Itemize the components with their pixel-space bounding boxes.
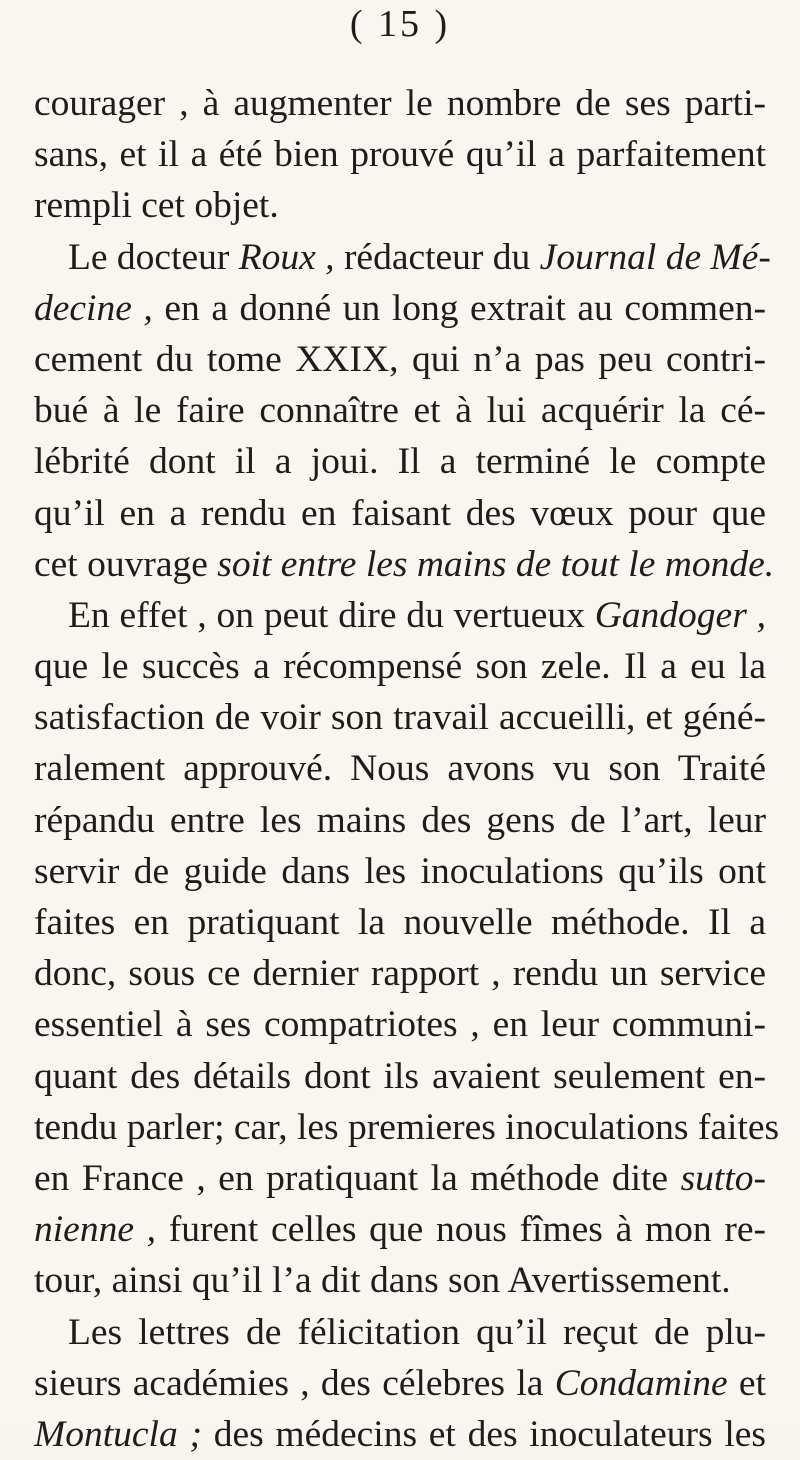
italic-text: Gandoger , [595, 595, 766, 636]
text-line: sieurs académies , des célebres la Condamine et [34, 1358, 766, 1409]
text-line: rempli cet objet. [34, 180, 766, 231]
paragraph [34, 78, 766, 232]
text-line: Les lettres de félicitation qu’il reçut de plu- [34, 1307, 766, 1358]
italic-text: sutto- [681, 1158, 766, 1199]
text-line: donc, sous ce dernier rapport , rendu un service [34, 948, 766, 999]
text-line: en France , en pratiquant la méthode dite sutto- [34, 1153, 766, 1204]
text-line: En effet , on peut dire du vertueux Gandoger , [34, 590, 766, 641]
text-line: satisfaction de voir son travail accueilli, et géné- [34, 692, 766, 743]
text-line: que le succès a récompensé son zele. Il a eu la [34, 641, 766, 692]
page-number: ( 15 ) [0, 2, 800, 46]
paragraph [34, 232, 766, 590]
text-line: servir de guide dans les inoculations qu’ils ont [34, 846, 766, 897]
italic-text: Montucla ; [34, 1414, 202, 1455]
italic-text: soit entre les mains de tout le monde. [217, 544, 774, 585]
italic-text: decine , [34, 288, 153, 329]
text-line: quant des détails dont ils avaient seulement en- [34, 1051, 766, 1102]
text-line: decine , en a donné un long extrait au commen- [34, 283, 766, 334]
italic-text: Roux , [239, 237, 335, 278]
text-line: qu’il en a rendu en faisant des vœux pour que [34, 488, 766, 539]
text-line: Montucla ; des médecins et des inoculateurs les [34, 1409, 766, 1460]
text-line: tour, ainsi qu’il l’a dit dans son Avertissement. [34, 1255, 766, 1306]
italic-text: Condamine [555, 1363, 728, 1404]
text-line: lébrité dont il a joui. Il a terminé le compte [34, 436, 766, 487]
text-line: faites en pratiquant la nouvelle méthode. Il a [34, 897, 766, 948]
text-line: essentiel à ses compatriotes , en leur communi- [34, 999, 766, 1050]
text-line: cement du tome XXIX, qui n’a pas peu contri- [34, 334, 766, 385]
paragraph [34, 1307, 766, 1460]
text-line: cet ouvrage soit entre les mains de tout le monde. [34, 539, 766, 590]
text-line: nienne , furent celles que nous fîmes à mon re- [34, 1204, 766, 1255]
text-line: courager , à augmenter le nombre de ses parti- [34, 78, 766, 129]
text-line: tendu parler; car, les premieres inoculations faites [34, 1102, 766, 1153]
text-line: Le docteur Roux , rédacteur du Journal de Mé- [34, 232, 766, 283]
body-text [34, 78, 766, 1460]
italic-text: nienne , [34, 1209, 156, 1250]
text-line: répandu entre les mains des gens de l’art, leur [34, 795, 766, 846]
text-line: ralement approuvé. Nous avons vu son Traité [34, 743, 766, 794]
paragraph [34, 590, 766, 1307]
text-line: sans, et il a été bien prouvé qu’il a parfaitement [34, 129, 766, 180]
text-line: bué à le faire connaître et à lui acquérir la cé- [34, 385, 766, 436]
italic-text: Journal de Mé- [540, 237, 771, 278]
